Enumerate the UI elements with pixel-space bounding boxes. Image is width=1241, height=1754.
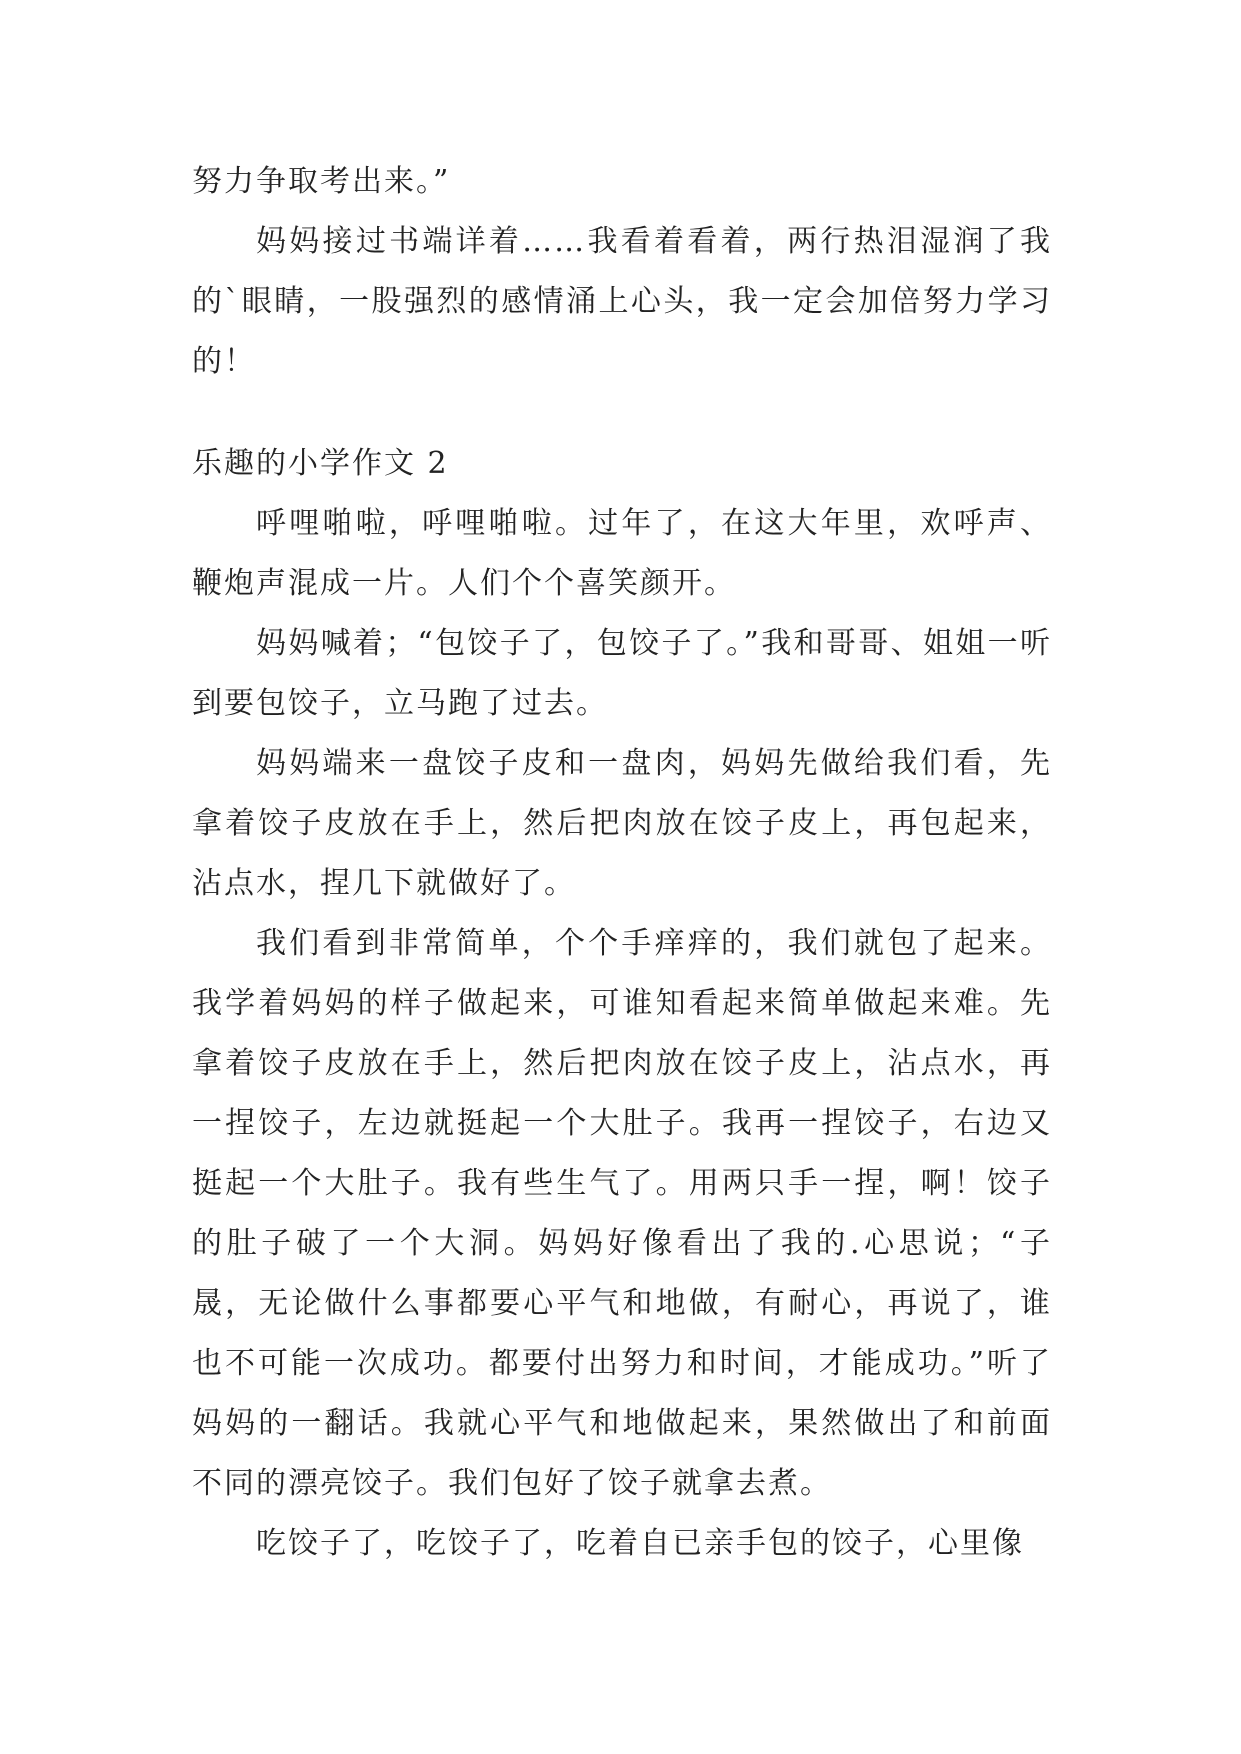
paragraph: 我们看到非常简单，个个手痒痒的，我们就包了起来。我学着妈妈的样子做起来，可谁知看起来简单做起来难。先拿着饺子皮放在手上，然后把肉放在饺子皮上，沾点水，再一捏饺子，左边就挺起一个大肚子。我再一捏饺子，右边又挺起一个大肚子。我有些生气了。用两只手一捏，啊！饺子的肚子破了一个大洞。妈妈好像看出了我的.心思说；“子晟，无论做什么事都要心平气和地做，有耐心，再说了，谁也不可能一次成功。都要付出努力和时间，才能成功。”听了妈妈的一翻话。我就心平气和地做起来，果然做出了和前面不同的漂亮饺子。我们包好了饺子就拿去煮。 <box>192 926 1052 1501</box>
paragraph: 妈妈接过书端详着……我看着看着，两行热泪湿润了我的`眼睛，一股强烈的感情涌上心头，我一定会加倍努力学习的！ <box>192 224 1052 379</box>
paragraph: 吃饺子了，吃饺子了，吃着自已亲手包的饺子，心里像 <box>256 1526 1024 1561</box>
paragraph: 呼哩啪啦，呼哩啪啦。过年了，在这大年里，欢呼声、鞭炮声混成一片。人们个个喜笑颜开。 <box>192 506 1052 601</box>
paragraph: 妈妈喊着；“包饺子了，包饺子了。”我和哥哥、姐姐一听到要包饺子，立马跑了过去。 <box>192 626 1052 721</box>
continued-paragraph: 努力争取考出来。” <box>192 164 451 199</box>
paragraph: 妈妈端来一盘饺子皮和一盘肉，妈妈先做给我们看，先拿着饺子皮放在手上，然后把肉放在饺子皮上，再包起来，沾点水，捏几下就做好了。 <box>192 746 1052 901</box>
document-body <box>192 152 1052 1574</box>
section-title: 乐趣的小学作文 2 <box>192 446 449 481</box>
